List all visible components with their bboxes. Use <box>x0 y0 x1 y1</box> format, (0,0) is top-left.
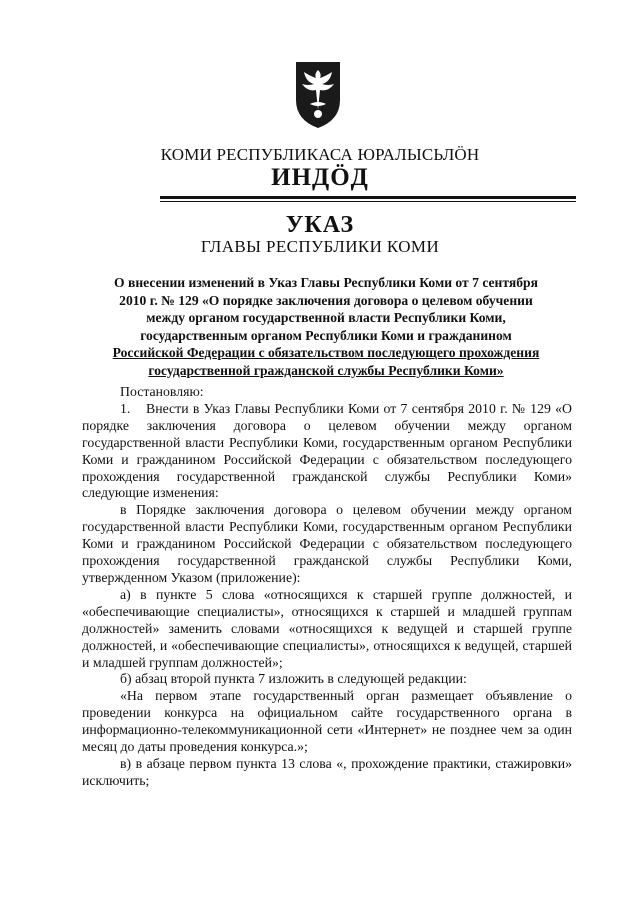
document-kind-komi: ИНДÖД <box>271 164 369 191</box>
order-paragraph: в Порядке заключения договора о целевом обучении между органом государственной власти Республики Коми, государственным органом Республики Коми и гражданином Российской Федерации с обязательством последующего прохождения государственной гражданской службы Республики Коми, утвержденном Указом (приложение): <box>82 502 572 585</box>
subitem-b-quote: «На первом этапе государственный орган размещает объявление о проведении конкурса на официальном сайте государственного органа в информационно-телекоммуникационной сети «Интернет» не позднее чем за один месяц до даты проведения конкурса.»; <box>82 688 572 755</box>
subject-line: 2010 г. № 129 «О порядке заключения договора о целевом обучении <box>119 292 533 308</box>
subject-line: между органом государственной власти Республики Коми, <box>146 310 506 326</box>
document-body <box>82 384 572 790</box>
subject-line: Российской Федерации с обязательством последующего прохождения <box>112 345 540 361</box>
header-rule-thin <box>160 201 576 202</box>
subject-line: государственной гражданской службы Республики Коми» <box>148 362 504 378</box>
organization-name: КОМИ РЕСПУБЛИКАСА ЮРАЛЫСЬЛÖН <box>160 145 480 164</box>
item-1 <box>82 401 572 502</box>
subject-line: государственным органом Республики Коми и гражданином <box>140 327 512 343</box>
komi-republic-coat-of-arms-icon <box>292 60 344 130</box>
document-subject <box>82 274 570 380</box>
document-type: УКАЗ <box>285 212 355 238</box>
header-rule-thick <box>160 196 576 199</box>
document-issuer: ГЛАВЫ РЕСПУБЛИКИ КОМИ <box>200 237 440 256</box>
subitem-c: в) в абзаце первом пункта 13 слова «, прохождение практики, стажировки» исключить; <box>82 755 572 788</box>
item-number: 1. <box>120 400 131 416</box>
resolution-intro: Постановляю: <box>120 384 204 399</box>
subitem-b: б) абзац второй пункта 7 изложить в следующей редакции: <box>120 671 467 687</box>
subitem-a: а) в пункте 5 слова «относящихся к старшей группе должностей, и «обеспечивающие специалисты», относящихся к старшей и младшей группам должностей» заменить словами «относящихся к ведущей и старшей группе должностей, и «обеспечивающие специалисты», относящихся к ведущей, старшей и младшей группам должностей»; <box>82 586 572 670</box>
subject-line: О внесении изменений в Указ Главы Республики Коми от 7 сентября <box>114 275 538 290</box>
item-1-text: Внести в Указ Главы Республики Коми от 7 сентября 2010 г. № 129 «О порядке заключения договора о целевом обучении между органом государственной власти Республики Коми, государственным органом Республики Коми и гражданином Российской Федерации с обязательством последующего прохождения государственной гражданской службы Республики Коми» следующие изменения: <box>82 400 572 501</box>
